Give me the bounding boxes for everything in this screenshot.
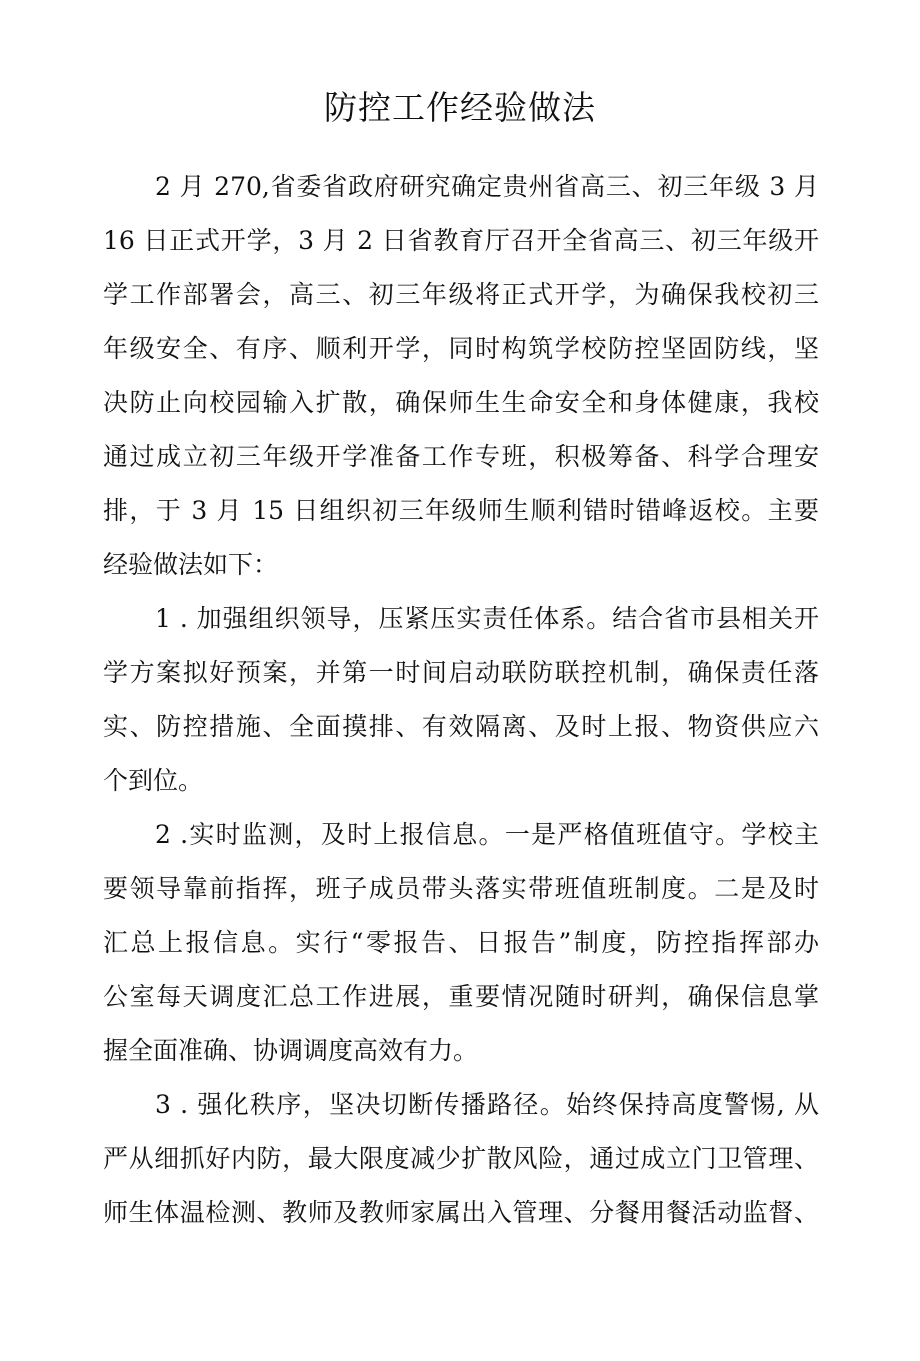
- paragraph-line: 实、防控措施、全面摸排、有效隔离、及时上报、物资供应六: [103, 712, 819, 741]
- paragraph-line: 公室每天调度汇总工作进展，重要情况随时研判，确保信息掌: [103, 982, 819, 1011]
- paragraph-line: 16 日正式开学，3 月 2 日省教育厅召开全省高三、初三年级开: [103, 226, 819, 255]
- paragraph-line: 握全面准确、协调调度高效有力。: [103, 1036, 479, 1065]
- paragraph-line: 1 . 加强组织领导，压紧压实责任体系。结合省市县相关开: [155, 604, 819, 633]
- paragraph-line: 严从细抓好内防，最大限度减少扩散风险，通过成立门卫管理、: [103, 1144, 819, 1173]
- paragraph-line: 2 .实时监测，及时上报信息。一是严格值班值守。学校主: [155, 820, 819, 849]
- paragraph-line: 决防止向校园输入扩散，确保师生生命安全和身体健康，我校: [103, 388, 819, 417]
- paragraph-line: 学工作部署会，高三、初三年级将正式开学，为确保我校初三: [103, 280, 819, 309]
- document-title: 防控工作经验做法: [324, 88, 596, 127]
- paragraph-line: 通过成立初三年级开学准备工作专班，积极筹备、科学合理安: [103, 442, 819, 471]
- paragraph-line: 个到位。: [103, 766, 204, 795]
- paragraph-line: 年级安全、有序、顺利开学，同时构筑学校防控坚固防线，坚: [103, 334, 819, 363]
- paragraph-line: 2 月 270,省委省政府研究确定贵州省高三、初三年级 3 月: [155, 172, 819, 201]
- paragraph-line: 学方案拟好预案，并第一时间启动联防联控机制，确保责任落: [103, 658, 819, 687]
- paragraph-line: 3 . 强化秩序，坚决切断传播路径。始终保持高度警惕, 从: [155, 1090, 819, 1119]
- paragraph-line: 要领导靠前指挥，班子成员带头落实带班值班制度。二是及时: [103, 874, 819, 903]
- paragraph-line: 排，于 3 月 15 日组织初三年级师生顺利错时错峰返校。主要: [103, 496, 819, 525]
- paragraph-line: 师生体温检测、教师及教师家属出入管理、分餐用餐活动监督、: [103, 1198, 819, 1227]
- paragraph-line: 经验做法如下：: [103, 550, 279, 579]
- paragraph-line: 汇总上报信息。实行“零报告、日报告”制度，防控指挥部办: [103, 928, 819, 957]
